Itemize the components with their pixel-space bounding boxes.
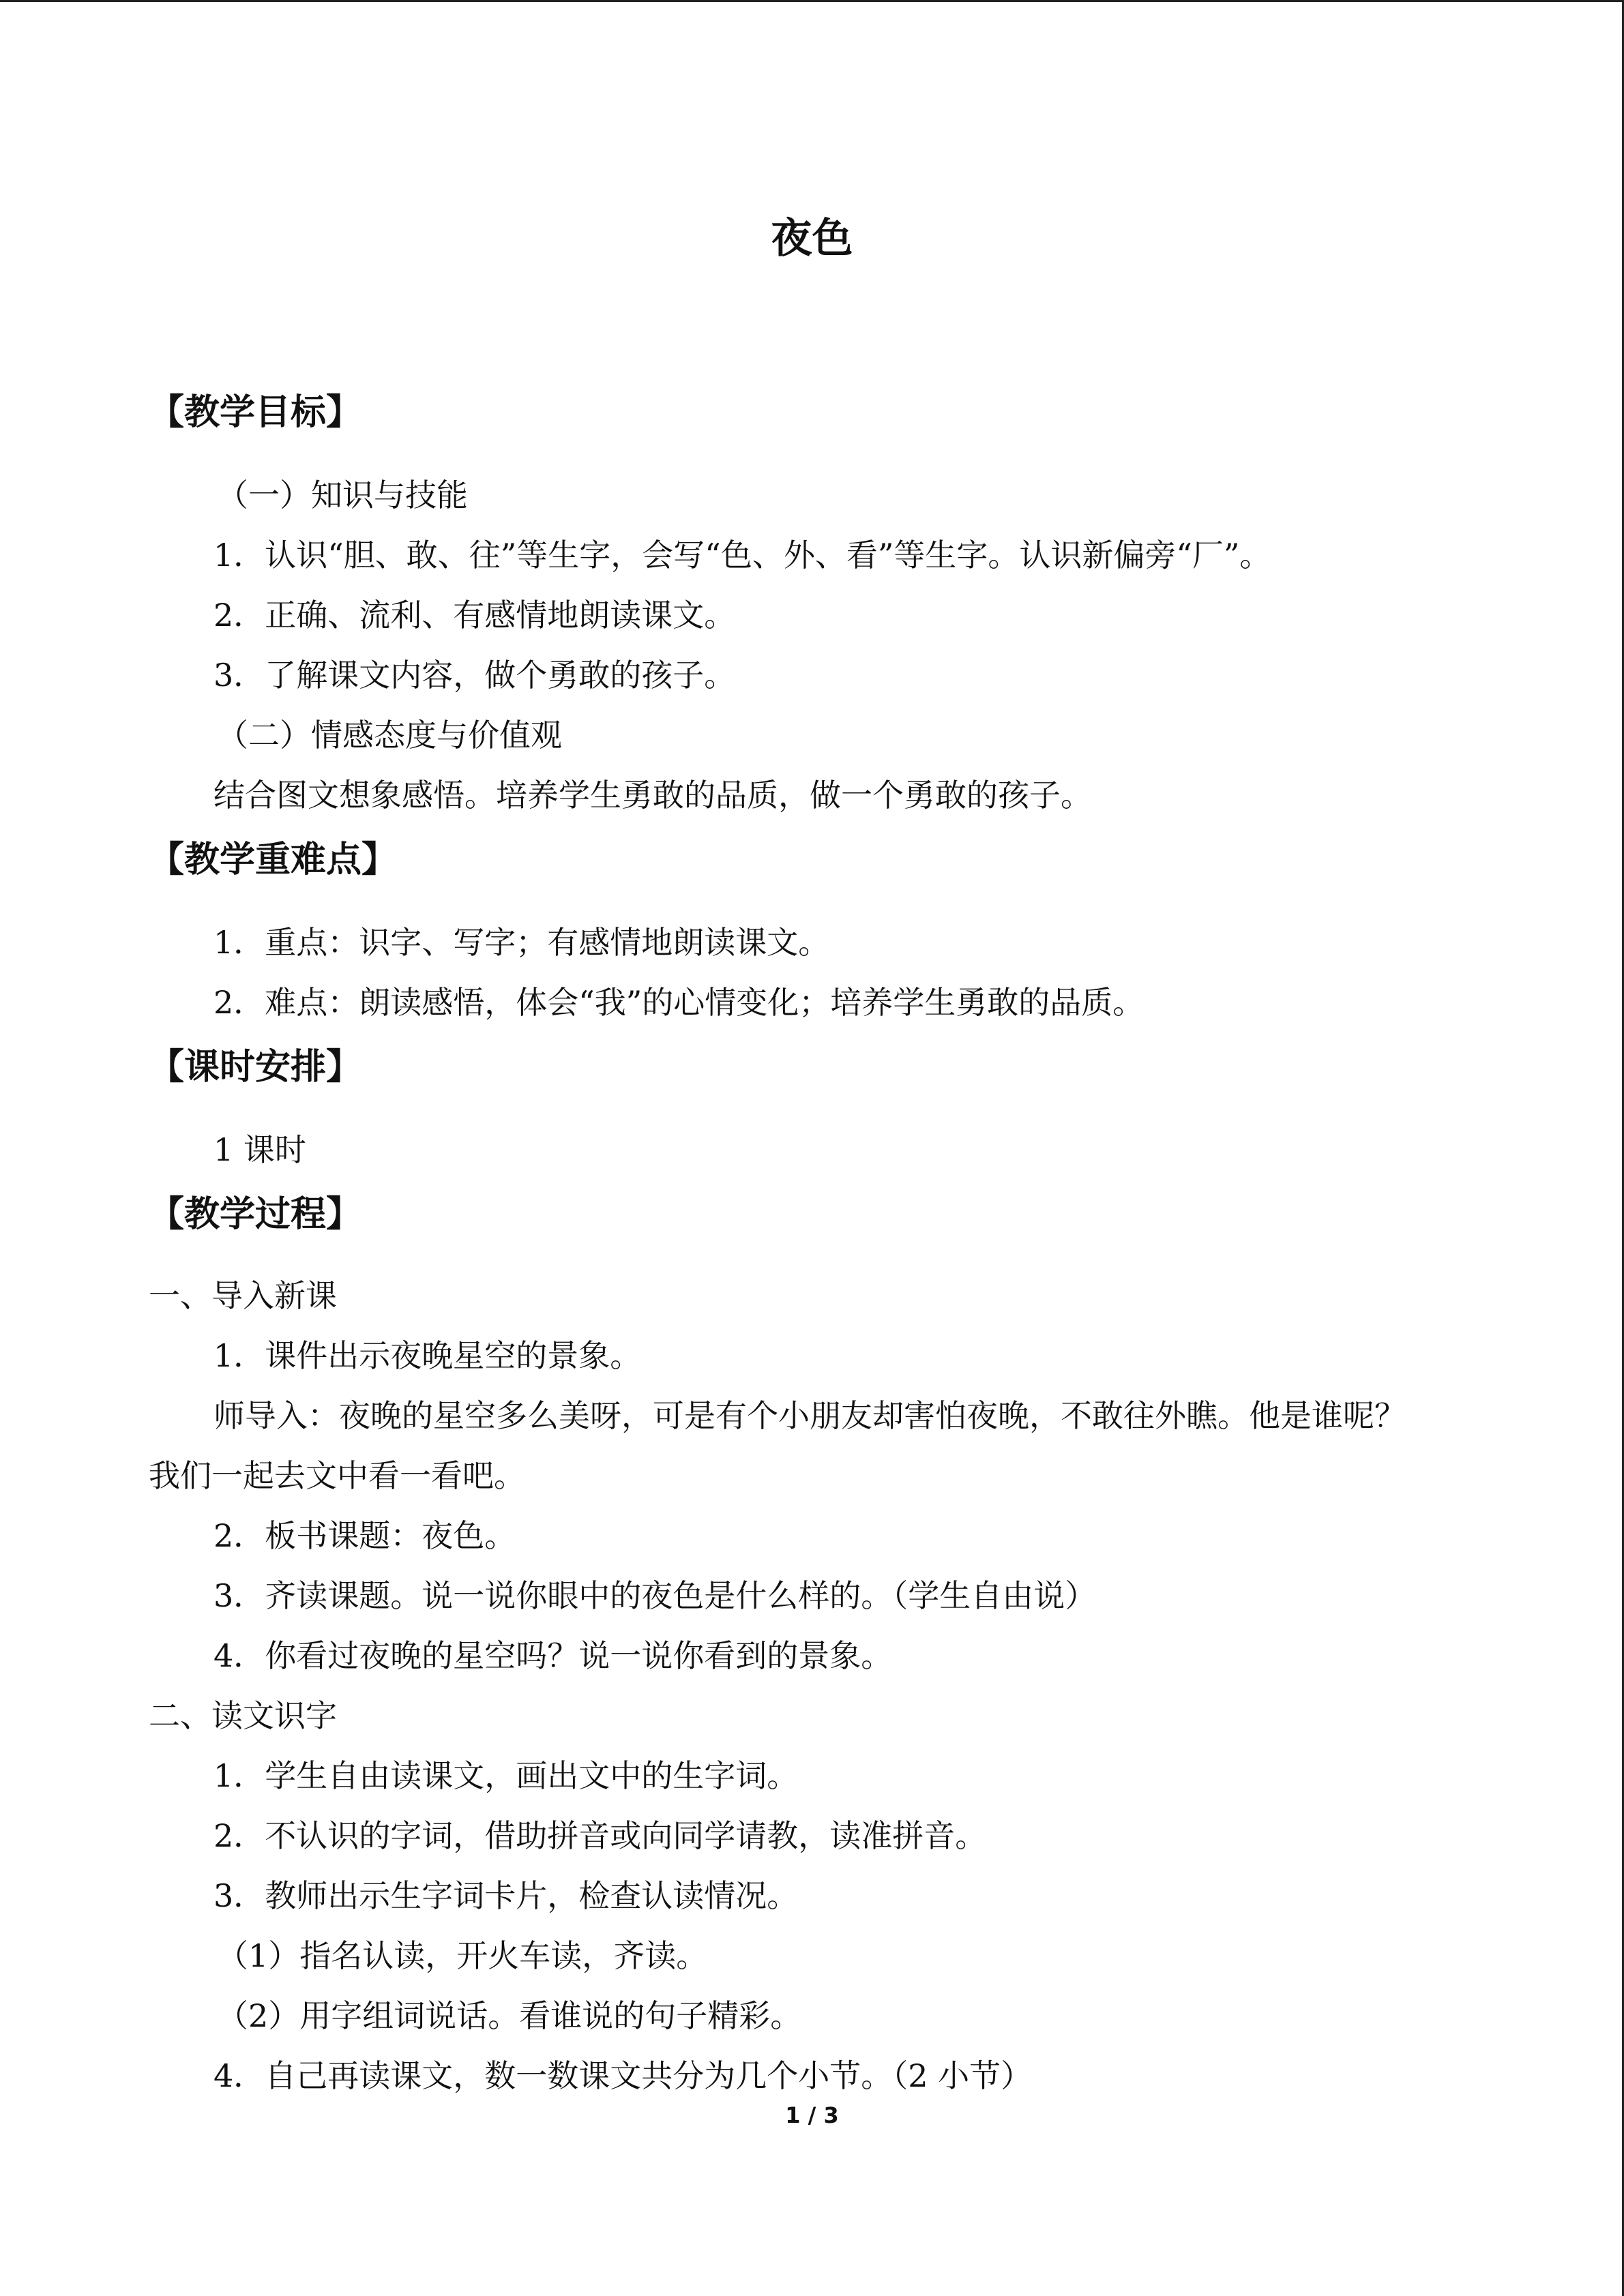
process-part-1-item-2: 2．板书课题：夜色。 xyxy=(213,1517,516,1554)
process-part-2-item-3: 3．教师出示生字词卡片，检查认读情况。 xyxy=(213,1877,799,1914)
process-part-1-item-4: 4．你看过夜晚的星空吗？说一说你看到的景象。 xyxy=(213,1637,893,1674)
process-part-2-sub-1: （1）指名认读，开火车读，齐读。 xyxy=(217,1937,708,1974)
process-part-1-intro-line-1: 师导入：夜晚的星空多么美呀，可是有个小朋友却害怕夜晚，不敢往外瞧。他是谁呢？ xyxy=(213,1397,1406,1434)
process-part-2-item-1: 1．学生自由读课文，画出文中的生字词。 xyxy=(213,1757,799,1794)
goals-paragraph: 结合图文想象感悟。培养学生勇敢的品质，做一个勇敢的孩子。 xyxy=(213,777,1092,814)
process-part-2-item-2: 2．不认识的字词，借助拼音或向同学请教，读准拼音。 xyxy=(213,1817,987,1854)
goals-subheading-values: （二）情感态度与价值观 xyxy=(217,717,562,754)
process-part-1-item-1: 1．课件出示夜晚星空的景象。 xyxy=(213,1337,642,1374)
process-part-1-title: 一、导入新课 xyxy=(149,1277,337,1314)
goals-item-1: 1．认识“胆、敢、往”等生字，会写“色、外、看”等生字。认识新偏旁“厂”。 xyxy=(213,537,1271,573)
heading-schedule: 【课时安排】 xyxy=(149,1047,362,1088)
process-part-1-intro-line-2: 我们一起去文中看一看吧。 xyxy=(149,1457,525,1494)
process-part-1-item-3: 3．齐读课题。说一说你眼中的夜色是什么样的。（学生自由说） xyxy=(213,1577,1097,1614)
page-title: 夜色 xyxy=(771,215,853,263)
goals-item-3: 3．了解课文内容，做个勇敢的孩子。 xyxy=(213,657,736,694)
heading-key-points: 【教学重难点】 xyxy=(149,839,398,880)
heading-teaching-goals: 【教学目标】 xyxy=(149,392,362,433)
schedule-text: 1 课时 xyxy=(213,1131,306,1168)
keypoints-item-2: 2．难点：朗读感悟，体会“我”的心情变化；培养学生勇敢的品质。 xyxy=(213,984,1145,1021)
process-part-2-sub-2: （2）用字组词说话。看谁说的句子精彩。 xyxy=(217,1997,802,2034)
process-part-2-item-4: 4．自己再读课文，数一数课文共分为几个小节。（2 小节） xyxy=(213,2057,1033,2094)
heading-teaching-process: 【教学过程】 xyxy=(149,1194,362,1235)
goals-item-2: 2．正确、流利、有感情地朗读课文。 xyxy=(213,597,736,633)
goals-subheading-knowledge: （一）知识与技能 xyxy=(217,477,468,513)
keypoints-item-1: 1．重点：识字、写字；有感情地朗读课文。 xyxy=(213,924,830,961)
process-part-2-title: 二、读文识字 xyxy=(149,1697,337,1734)
page-number: 1 / 3 xyxy=(785,2102,839,2128)
